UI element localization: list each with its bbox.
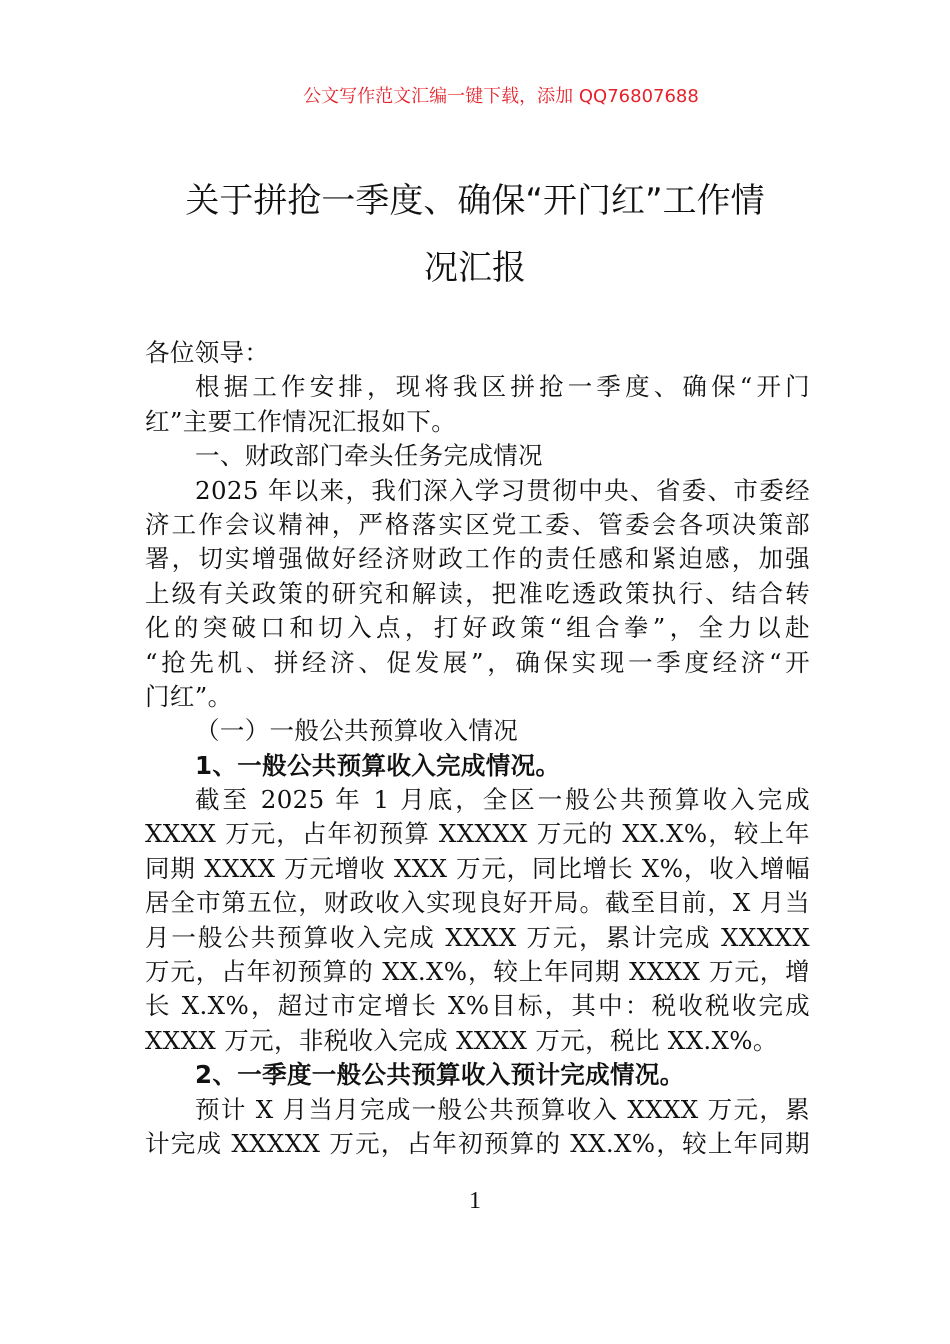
paragraph-line: 根据工作安排，现将我区拼抢一季度、确保“开门 [195, 372, 810, 402]
paragraph-line: 计完成 XXXXX 万元，占年初预算的 XX.X%，较上年同期 [145, 1128, 810, 1158]
promo-banner: 公文写作范文汇编一键下载，添加 QQ76807688 [303, 86, 699, 107]
salutation: 各位领导： [145, 338, 270, 367]
item-heading-1: 1、一般公共预算收入完成情况。 [195, 750, 561, 780]
paragraph-line: 济工作会议精神，严格落实区党工委、管委会各项决策部 [145, 509, 810, 539]
paragraph-line: 预计 X 月当月完成一般公共预算收入 XXXX 万元，累 [195, 1094, 810, 1124]
paragraph-line: 署，切实增强做好经济财政工作的责任感和紧迫感，加强 [145, 544, 810, 574]
section-heading: 一、财政部门牵头任务完成情况 [195, 441, 543, 471]
paragraph-line: “抢先机、拼经济、促发展”，确保实现一季度经济“开 [145, 647, 810, 677]
paragraph-line: 门红”。 [145, 681, 233, 711]
title-line-2: 况汇报 [424, 248, 526, 288]
title-line-1: 关于拼抢一季度、确保“开门红”工作情 [185, 181, 765, 221]
subsection-heading: （一）一般公共预算收入情况 [195, 716, 519, 746]
paragraph-line: 2025 年以来，我们深入学习贯彻中央、省委、市委经 [195, 475, 810, 505]
paragraph-line: 长 X.X%，超过市定增长 X%目标，其中：税收税收完成 [145, 991, 810, 1021]
paragraph-line: XXXX 万元，占年初预算 XXXXX 万元的 XX.X%，较上年 [145, 819, 810, 849]
paragraph-line: 万元，占年初预算的 XX.X%，较上年同期 XXXX 万元，增 [145, 957, 810, 987]
document-body [145, 336, 810, 1161]
item-heading-2: 2、一季度一般公共预算收入预计完成情况。 [195, 1060, 685, 1090]
paragraph-line: 红”主要工作情况汇报如下。 [145, 406, 457, 436]
paragraph-line: XXXX 万元，非税收入完成 XXXX 万元，税比 XX.X%。 [145, 1025, 778, 1055]
page-number: 1 [469, 1188, 481, 1214]
paragraph-line: 同期 XXXX 万元增收 XXX 万元，同比增长 X%，收入增幅 [145, 853, 810, 883]
document-title [145, 168, 805, 302]
paragraph-line: 化的突破口和切入点，打好政策“组合拳”，全力以赴 [145, 613, 810, 643]
paragraph-line: 上级有关政策的研究和解读，把准吃透政策执行、结合转 [145, 578, 810, 608]
paragraph-line: 居全市第五位，财政收入实现良好开局。截至目前，X 月当 [145, 888, 810, 918]
paragraph-line: 月一般公共预算收入完成 XXXX 万元，累计完成 XXXXX [145, 922, 810, 952]
paragraph-line: 截至 2025 年 1 月底，全区一般公共预算收入完成 [195, 785, 810, 815]
